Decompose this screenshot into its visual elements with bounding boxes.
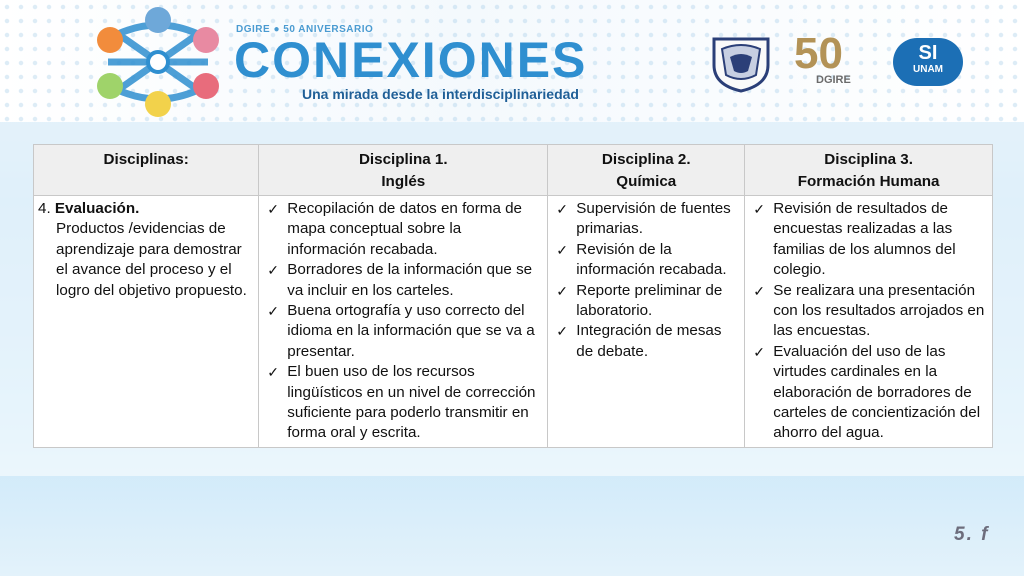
conexiones-logo-icon xyxy=(88,6,228,118)
page-number: 5. f xyxy=(954,524,990,545)
table-header-row xyxy=(34,145,993,196)
cell-formacion-humana xyxy=(745,196,993,448)
list-item: ✓ Se realizara una presentación con los resultados arrojados en las encuestas. xyxy=(749,281,988,342)
cell-quimica xyxy=(548,196,745,448)
list-item: ✓ Revisión de la información recabada. xyxy=(552,240,740,281)
row-label-cell xyxy=(34,196,259,448)
si-logo-subtext: UNAM xyxy=(913,64,943,75)
list-item: ✓ Recopilación de datos en forma de mapa conceptual sobre la información recabada. xyxy=(263,199,543,260)
table-row xyxy=(34,196,993,448)
anniversary-tag: DGIRE ● 50 ANIVERSARIO xyxy=(236,24,374,35)
list-item: ✓ Supervisión de fuentes primarias. xyxy=(552,199,740,240)
unam-shield-icon xyxy=(708,35,774,93)
si-unam-logo xyxy=(893,38,963,86)
header-disciplina-1 xyxy=(259,145,548,196)
list-item: ✓ Revisión de resultados de encuestas realizadas a las familias de los alumnos del colegio. xyxy=(749,199,988,281)
list-item: ✓ Evaluación del uso de las virtudes cardinales en la elaboración de borradores de carteles de concientización del ahorro del agua. xyxy=(749,342,988,444)
header-line: Disciplinas: xyxy=(103,151,189,168)
header-disciplina-2 xyxy=(548,145,745,196)
list-item: ✓ Buena ortografía y uso correcto del idioma en la información que se va a presentar. xyxy=(263,301,543,362)
checklist-quimica xyxy=(552,199,740,362)
header-disciplinas xyxy=(34,145,259,196)
dgire-50-logo xyxy=(794,29,880,94)
dgire-label: DGIRE xyxy=(816,74,851,86)
conexiones-wordmark: CONEXIONES xyxy=(234,32,588,88)
header-line: Disciplina 1. xyxy=(358,151,448,168)
row-label-title: Evaluación. xyxy=(54,200,140,217)
header-subline: Formación Humana xyxy=(797,173,940,190)
header-line: Disciplina 3. xyxy=(824,151,913,168)
list-item: ✓ El buen uso de los recursos lingüísticos en un nivel de corrección suficiente para poderlo transmitir en forma oral y escrita. xyxy=(263,362,543,444)
header-subline: Inglés xyxy=(381,173,426,190)
cell-ingles xyxy=(259,196,548,448)
si-logo-text: SI xyxy=(918,42,938,64)
row-label-number: 4. xyxy=(38,200,51,217)
banner-tagline: Una mirada desde la interdisciplinariedad xyxy=(302,86,579,102)
header-banner xyxy=(0,0,1024,122)
list-item: ✓ Reporte preliminar de laboratorio. xyxy=(552,281,740,322)
header-disciplina-3 xyxy=(745,145,993,196)
row-label-heading xyxy=(38,199,254,219)
checklist-formacion-humana xyxy=(749,199,988,444)
list-item: ✓ Borradores de la información que se va incluir en los carteles. xyxy=(263,260,543,301)
checklist-ingles xyxy=(263,199,543,444)
header-line: Disciplina 2. xyxy=(601,151,691,168)
row-label-text: Productos /evidencias de aprendizaje para demostrar el avance del proceso y el logro del objetivo propuesto. xyxy=(56,220,247,299)
header-subline: Química xyxy=(616,173,677,190)
discipline-table xyxy=(33,144,993,448)
list-item: ✓ Integración de mesas de debate. xyxy=(552,321,740,362)
dgire-fifty: 50 xyxy=(794,29,843,78)
